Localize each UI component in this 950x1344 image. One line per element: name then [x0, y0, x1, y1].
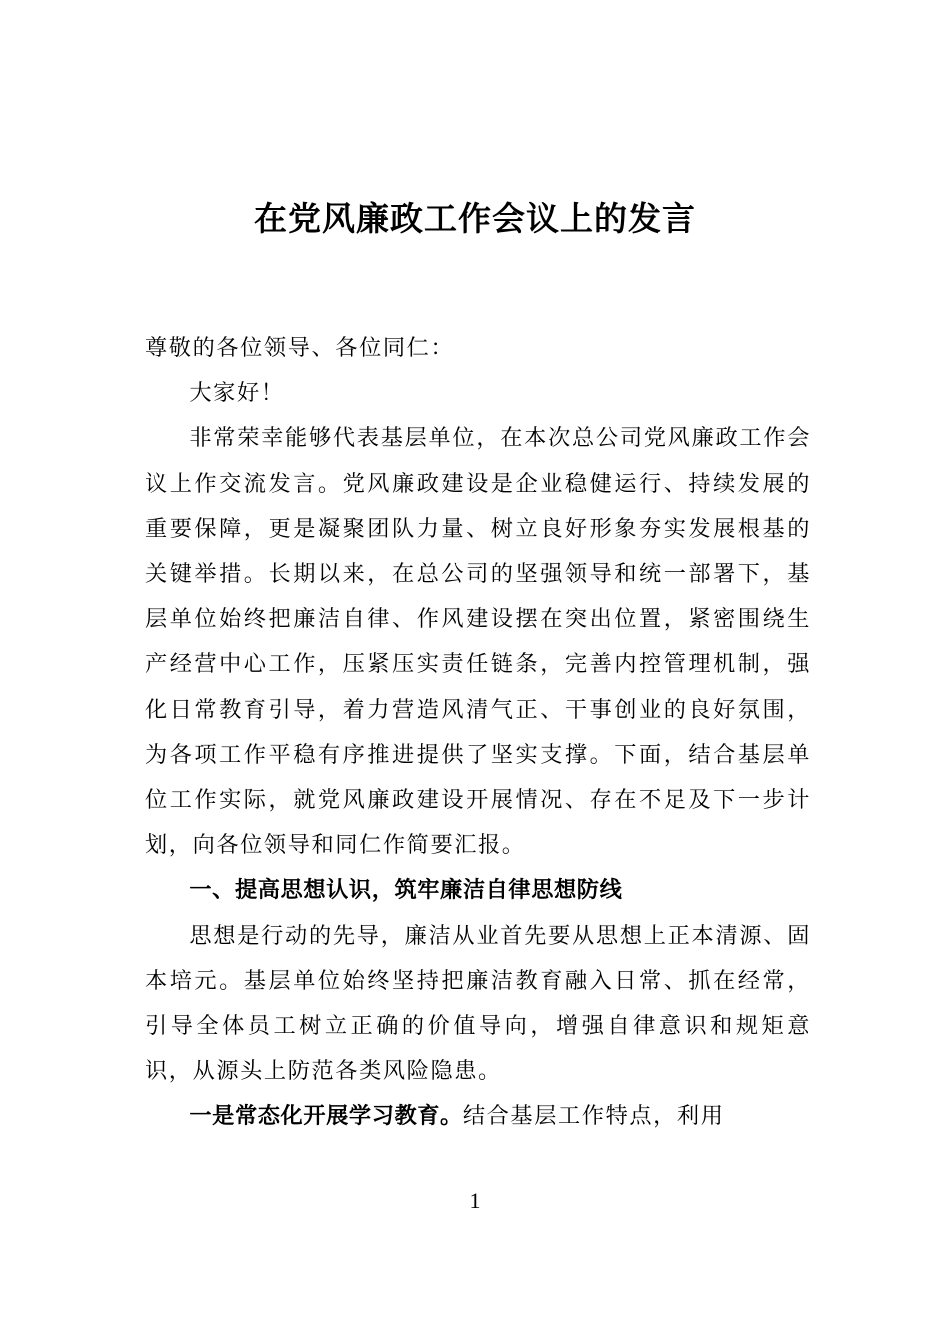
list-item-lead: 一是常态化开展学习教育。: [189, 1103, 463, 1130]
section-heading: 一、提高思想认识，筑牢廉洁自律思想防线: [189, 877, 623, 904]
salutation: 尊敬的各位领导、各位同仁：: [145, 335, 455, 361]
intro-paragraph: 非常荣幸能够代表基层单位，在本次总公司党风廉政工作会议上作交流发言。党风廉政建设是企业稳健运行、持续发展的重要保障，更是凝聚团队力量、树立良好形象夯实发展根基的关键举措。长期以来，在总公司的坚强领导和统一部署下，基层单位始终把廉洁自律、作风建设摆在突出位置，紧密围绕生产经营中心工作，压紧压实责任链条，完善内控管理机制，强化日常教育引导，着力营造风清气正、干事创业的良好氛围，为各项工作平稳有序推进提供了坚实支撑。下面，结合基层单位工作实际，就党风廉政建设开展情况、存在不足及下一步计划，向各位领导和同仁作简要汇报。: [145, 425, 811, 859]
document-body: [145, 326, 811, 1140]
list-item: [145, 1094, 811, 1139]
document-title: 在党风廉政工作会议上的发言: [254, 199, 696, 238]
page-number: 1: [469, 1188, 481, 1213]
list-item-text: 结合基层工作特点，利用: [462, 1103, 725, 1130]
greeting: 大家好！: [189, 380, 285, 407]
section-paragraph: 思想是行动的先导，廉洁从业首先要从思想上正本清源、固本培元。基层单位始终坚持把廉洁教育融入日常、抓在经常，引导全体员工树立正确的价值导向，增强自律意识和规矩意识，从源头上防范各类风险隐患。: [145, 922, 811, 1085]
